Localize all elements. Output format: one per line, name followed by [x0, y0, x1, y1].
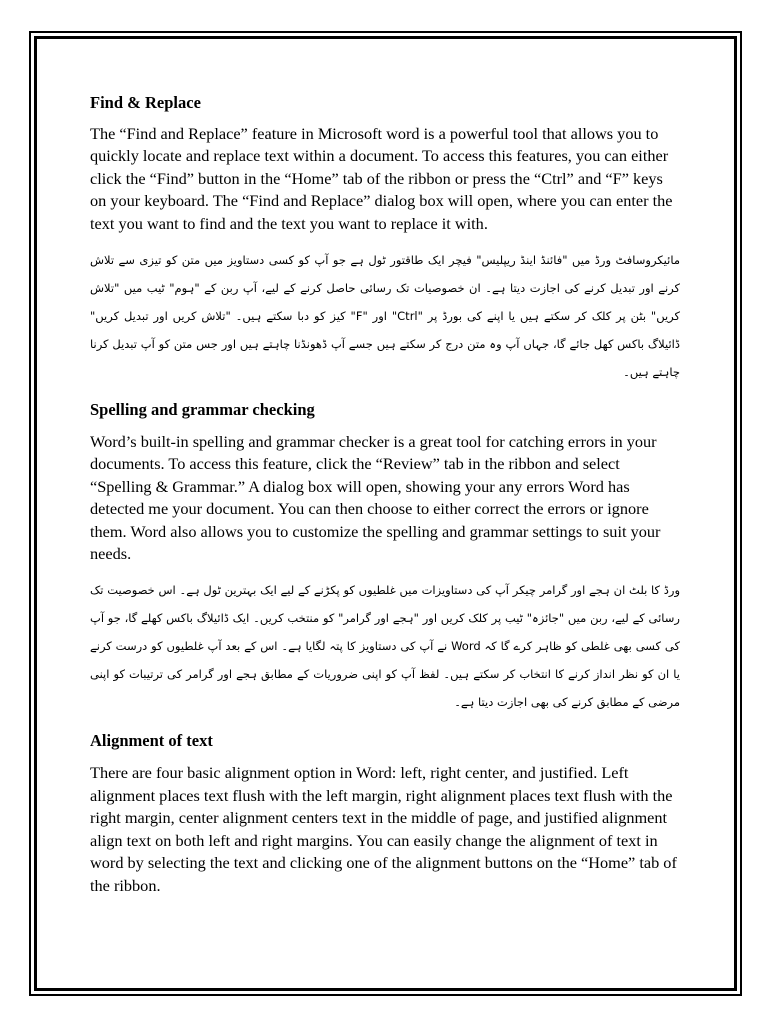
section-paragraph-alignment: There are four basic alignment option in Word: left, right center, and justified. Left alignment places text flush with the left margin, right alignment places text flush with the right margin, center alignment centers text in the middle of page, and justified alignment align text on both left and right margins. You can easily change the alignment of text in word by selecting the text and clicking one of the alignment buttons on the “Home” tab of the ribbon.	[90, 763, 677, 895]
section-heading-alignment: Alignment of text	[90, 731, 213, 751]
section-paragraph-find-replace: The “Find and Replace” feature in Microsoft word is a powerful tool that allows you to quickly locate and replace text within a document. To access this features, you can either click the “Find” button in the “Home” tab of the ribbon or press the “Ctrl” and “F” keys on your keyboard. The “Find and Replace” dialog box will open, where you can enter the text you want to find and the text you want to replace it with.	[90, 124, 673, 233]
section-heading-spelling-grammar: Spelling and grammar checking	[90, 400, 315, 420]
section-urdu-translation-spelling-grammar: ورڈ کا بلٹ ان ہجے اور گرامر چیکر آپ کی دستاویزات میں غلطیوں کو پکڑنے کے لیے ایک بہترین ٹول ہے۔ اس خصوصیت تک رسائی کے لیے، ربن میں "جائزہ" ٹیب پر کلک کریں اور "ہجے اور گرامر" کو منتخب کریں۔ ایک ڈائیلاگ باکس کھلے گا، جو آپ کی کسی بھی غلطی کو ظاہر کرے گا کہ Word نے آپ کی دستاویز کا پتہ لگایا ہے۔ اس کے بعد آپ غلطیوں کو درست کرنے یا ان کو نظر انداز کرنے کا انتخاب کر سکتے ہیں۔ لفظ آپ کو اپنی ضروریات کے مطابق ہجے اور گرامر کی ترتیبات کو اپنی مرضی کے مطابق کرنے کی بھی اجازت دیتا ہے۔	[90, 583, 680, 710]
section-paragraph-spelling-grammar: Word’s built-in spelling and grammar checker is a great tool for catching errors in your documents. To access this feature, click the “Review” tab in the ribbon and select “Spelling & Grammar.” A dialog box will open, showing your any errors Word has detected me your document. You can then choose to either correct the errors or ignore them. Word also allows you to customize the spelling and grammar settings to suit your needs.	[90, 432, 661, 564]
section-urdu-translation-find-replace: مائیکروسافٹ ورڈ میں "فائنڈ اینڈ ریپلیس" فیچر ایک طاقتور ٹول ہے جو آپ کو کسی دستاویز میں متن کو تیزی سے تلاش کرنے اور تبدیل کرنے کی اجازت دیتا ہے۔ ان خصوصیات تک رسائی حاصل کرنے کے لیے، آپ ربن کے "ہوم" ٹیب میں "تلاش کریں" بٹن پر کلک کر سکتے ہیں یا اپنے کی بورڈ پر "Ctrl" اور "F" کیز کو دبا سکتے ہیں۔ "تلاش کریں اور تبدیل کریں" ڈائیلاگ باکس کھل جائے گا، جہاں آپ وہ متن درج کر سکتے ہیں جسے آپ ڈھونڈنا چاہتے ہیں اور جس متن کو آپ تبدیل کرنا چاہتے ہیں۔	[90, 253, 680, 380]
document-body	[90, 92, 680, 897]
section-heading-find-replace: Find & Replace	[90, 93, 201, 112]
